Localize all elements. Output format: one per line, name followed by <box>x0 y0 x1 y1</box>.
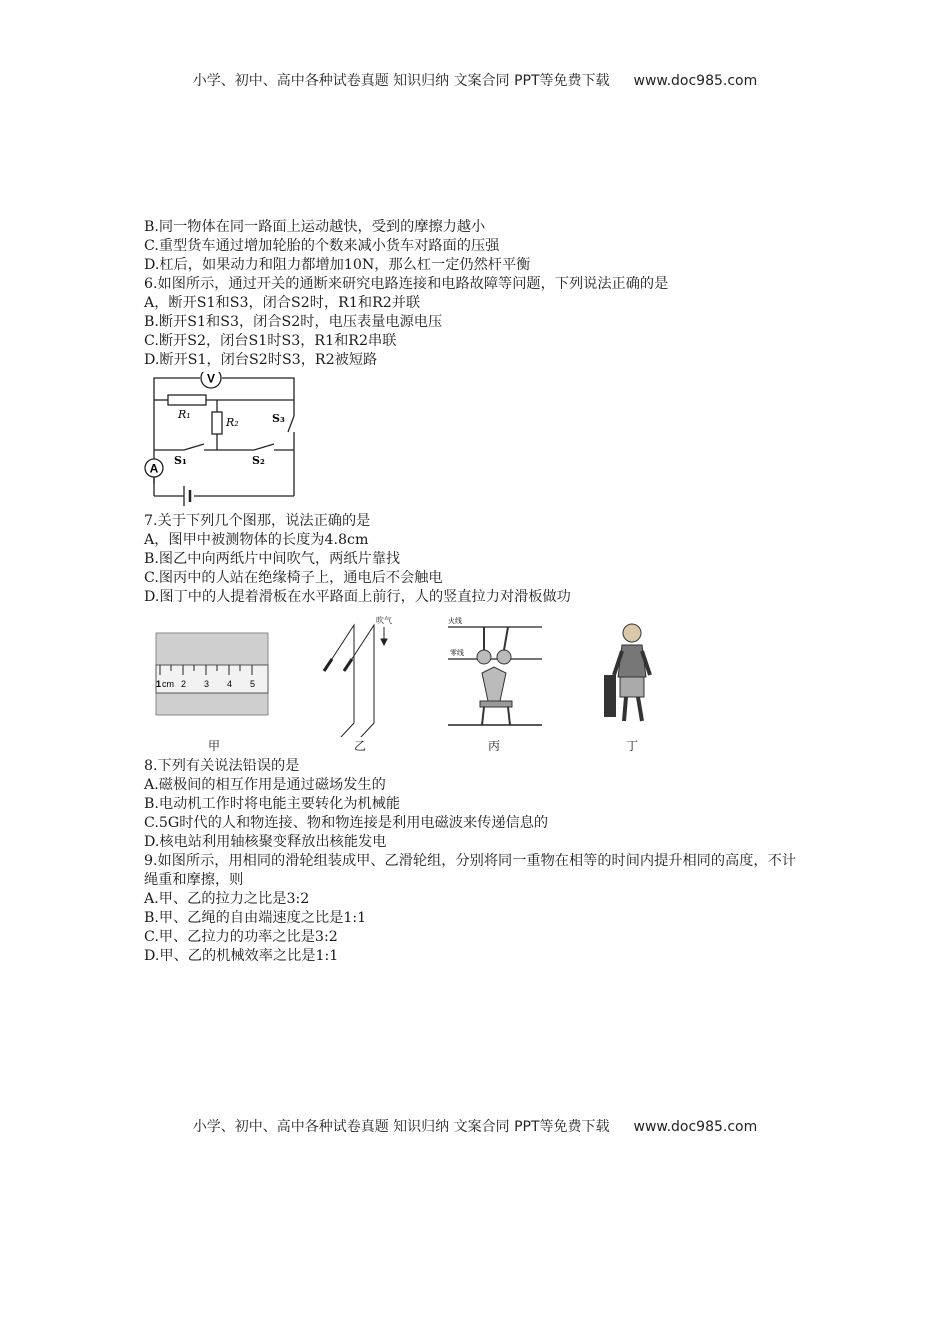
figure-caption-jia: 甲 <box>208 739 221 753</box>
footer-text: 小学、初中、高中各种试卷真题 知识归纳 文案合同 PPT等免费下载 <box>192 1119 610 1135</box>
text-line: B.同一物体在同一路面上运动越快，受到的摩擦力越小 <box>144 219 486 235</box>
page-footer <box>0 1116 950 1136</box>
paper-strips-figure <box>324 615 392 737</box>
header-text: 小学、初中、高中各种试卷真题 知识归纳 文案合同 PPT等免费下载 <box>192 73 610 89</box>
figure-caption-bing: 丙 <box>488 739 501 753</box>
question-7-stem: 7.关于下列几个图那，说法正确的是 <box>144 513 371 529</box>
text-line: D.杠后，如果动力和阻力都增加10N，那么杠一定仍然杆平衡 <box>144 257 531 273</box>
text-line: C.重型货车通过增加轮胎的个数来减小货车对路面的压强 <box>144 238 500 254</box>
footer-site: www.doc985.com <box>633 1119 758 1135</box>
ruler-tick: 4 <box>227 679 233 689</box>
option-line: A，图甲中被测物体的长度为4.8cm <box>144 532 369 548</box>
s3-label: S₃ <box>272 412 285 425</box>
ruler-tick: 1 <box>156 679 162 689</box>
s2-label: S₂ <box>252 454 265 467</box>
page-header <box>0 70 950 90</box>
option-line: C.甲、乙拉力的功率之比是3:2 <box>144 929 338 945</box>
option-line: C.图丙中的人站在绝缘椅子上，通电后不会触电 <box>144 570 443 586</box>
s1-label: S₁ <box>174 454 187 467</box>
option-line: B.图乙中向两纸片中间吹气，两纸片靠找 <box>144 551 401 567</box>
ruler-tick: 2 <box>181 679 187 689</box>
ruler-unit: cm <box>162 679 174 689</box>
figure-caption-yi: 乙 <box>354 739 367 753</box>
question-content <box>144 218 824 966</box>
option-line: B.甲、乙绳的自由端速度之比是1:1 <box>144 910 367 926</box>
r2-label: R₂ <box>226 416 239 429</box>
figure-caption-ding: 丁 <box>626 739 639 753</box>
option-line: B.电动机工作时将电能主要转化为机械能 <box>144 796 401 812</box>
figure-illustrations <box>148 613 708 737</box>
insulated-chair-figure <box>448 616 542 725</box>
person-skateboard-figure <box>604 624 650 721</box>
r1-label: R₁ <box>178 408 191 421</box>
figure-row <box>148 613 708 753</box>
question-6-stem: 6.如图所示，通过开关的通断来研究电路连接和电路故障等问题，下列说法正确的是 <box>144 276 669 292</box>
neutral-wire-label: 零线 <box>450 649 464 657</box>
option-line: D.断开S1，闭台S2时S3，R2被短路 <box>144 352 378 368</box>
ammeter-label: A <box>149 461 159 476</box>
option-line: A.磁极间的相互作用是通过磁场发生的 <box>144 777 386 793</box>
option-line: A，断开S1和S3，闭合S2时，R1和R2并联 <box>144 295 421 311</box>
ruler-tick: 5 <box>250 679 256 689</box>
blow-label: 吹气 <box>376 616 392 625</box>
voltmeter-label: V <box>206 372 216 386</box>
ruler-tick: 3 <box>204 679 210 689</box>
ruler-figure <box>156 633 268 715</box>
live-wire-label: 火线 <box>448 617 462 625</box>
option-line: A.甲、乙的拉力之比是3:2 <box>144 891 310 907</box>
header-site: www.doc985.com <box>633 73 758 89</box>
option-line: B.断开S1和S3，闭合S2时，电压表量电源电压 <box>144 314 443 330</box>
question-9-stem: 9.如图所示，用相同的滑轮组装成甲、乙滑轮组，分别将同一重物在相等的时间内提升相同的高度，不计绳重和摩擦，则 <box>144 853 796 888</box>
question-8-stem: 8.下列有关说法铅误的是 <box>144 758 300 774</box>
option-line: D.核电站利用轴核聚变释放出核能发电 <box>144 834 387 850</box>
option-line: D.甲、乙的机械效率之比是1:1 <box>144 948 339 964</box>
option-line: C.断开S2，闭台S1时S3，R1和R2串联 <box>144 333 397 349</box>
circuit-diagram <box>144 372 304 512</box>
option-line: D.图丁中的人提着滑板在水平路面上前行，人的竖直拉力对滑板做功 <box>144 589 571 605</box>
option-line: C.5G时代的人和物连接、物和物连接是利用电磁波来传递信息的 <box>144 815 549 831</box>
